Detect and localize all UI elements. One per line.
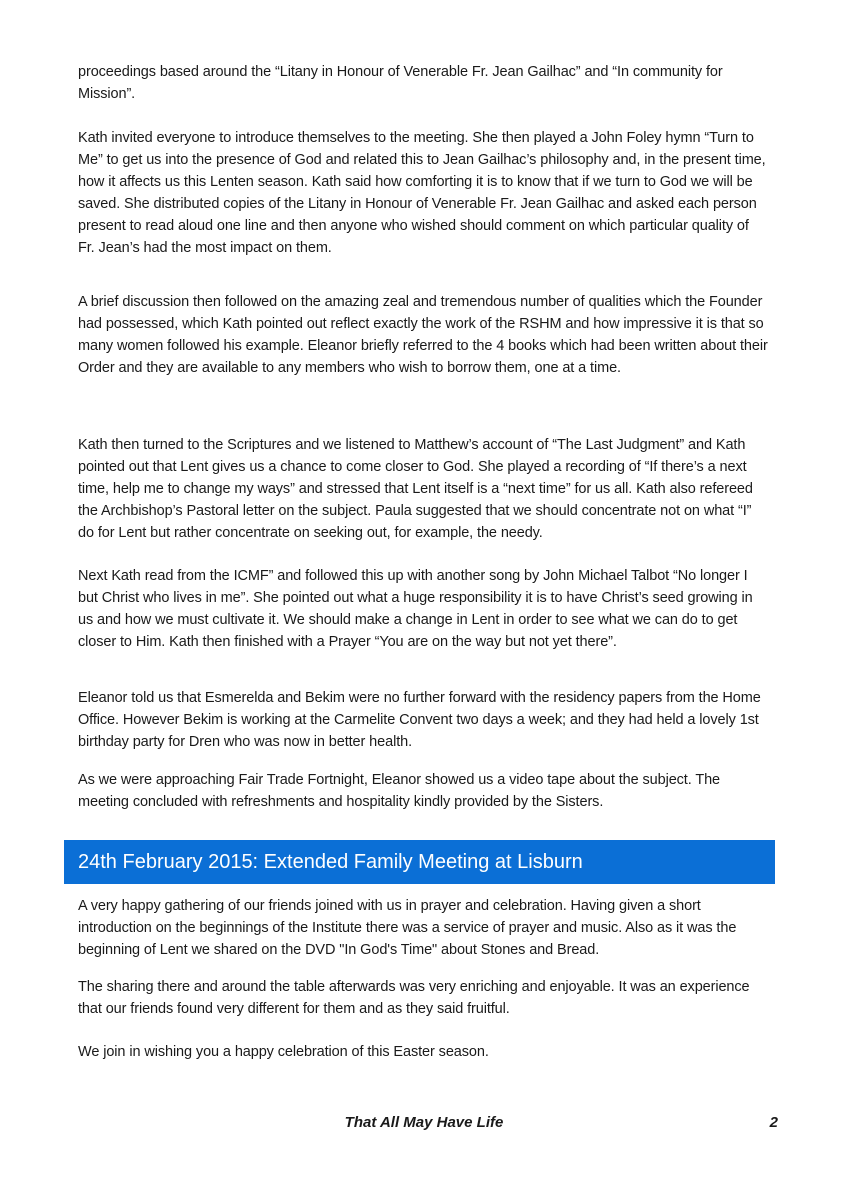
- body-paragraph: Kath invited everyone to introduce themselves to the meeting. She then played a John Foley hymn “Turn to Me” to get us into the presence of God and related this to Jean Gailhac’s philosophy and, in the present time, how it affects us this Lenten season. Kath said how comforting it is to know that if we turn to God we will be saved. She distributed copies of the Litany in Honour of Venerable Fr. Jean Gailhac and asked each person present to read aloud one line and then anyone who wished should comment on which particular quality of Fr. Jean’s had the most impact on them.: [78, 130, 766, 256]
- section-paragraph: A very happy gathering of our friends joined with us in prayer and celebration. Having given a short introduction on the beginnings of the Institute there was a service of prayer and music. Also as it was the beginning of Lent we shared on the DVD "In God's Time" about Stones and Bread.: [78, 898, 737, 958]
- body-paragraph: proceedings based around the “Litany in Honour of Venerable Fr. Jean Gailhac” and “In community for Mission”.: [78, 64, 723, 102]
- footer-title: That All May Have Life: [344, 1114, 504, 1131]
- page-number: 2: [769, 1114, 778, 1131]
- section-paragraph: The sharing there and around the table afterwards was very enriching and enjoyable. It was an experience that our friends found very different for them and as they said fruitful.: [78, 979, 750, 1017]
- section-heading: 24th February 2015: Extended Family Meeting at Lisburn: [64, 840, 775, 884]
- section-paragraph: We join in wishing you a happy celebration of this Easter season.: [78, 1044, 489, 1060]
- body-paragraph: As we were approaching Fair Trade Fortnight, Eleanor showed us a video tape about the subject. The meeting concluded with refreshments and hospitality kindly provided by the Sisters.: [78, 772, 721, 810]
- body-paragraph: Next Kath read from the ICMF” and followed this up with another song by John Michael Talbot “No longer I but Christ who lives in me”. She pointed out what a huge responsibility it is to have Christ’s seed growing in us and how we must cultivate it. We should make a change in Lent in order to see what we can do to get closer to Him. Kath then finished with a Prayer “You are on the way but not yet there”.: [78, 568, 753, 650]
- body-paragraph: Kath then turned to the Scriptures and we listened to Matthew’s account of “The Last Judgment” and Kath pointed out that Lent gives us a chance to come closer to God. She played a recording of “If there’s a next time, help me to change my ways” and stressed that Lent itself is a “next time” for us all. Kath also refereed the Archbishop’s Pastoral letter on the subject. Paula suggested that we should concentrate not on what “I” do for Lent but rather concentrate on seeking out, for example, the needy.: [78, 437, 753, 541]
- body-paragraph: A brief discussion then followed on the amazing zeal and tremendous number of qualities which the Founder had possessed, which Kath pointed out reflect exactly the work of the RSHM and how impressive it is that so many women followed his example. Eleanor briefly referred to the 4 books which had been written about their Order and they are available to any members who wish to borrow them, one at a time.: [78, 294, 768, 376]
- body-paragraph: Eleanor told us that Esmerelda and Bekim were no further forward with the residency papers from the Home Office. However Bekim is working at the Carmelite Convent two days a week; and they had held a lovely 1st birthday party for Dren who was now in better health.: [78, 690, 761, 750]
